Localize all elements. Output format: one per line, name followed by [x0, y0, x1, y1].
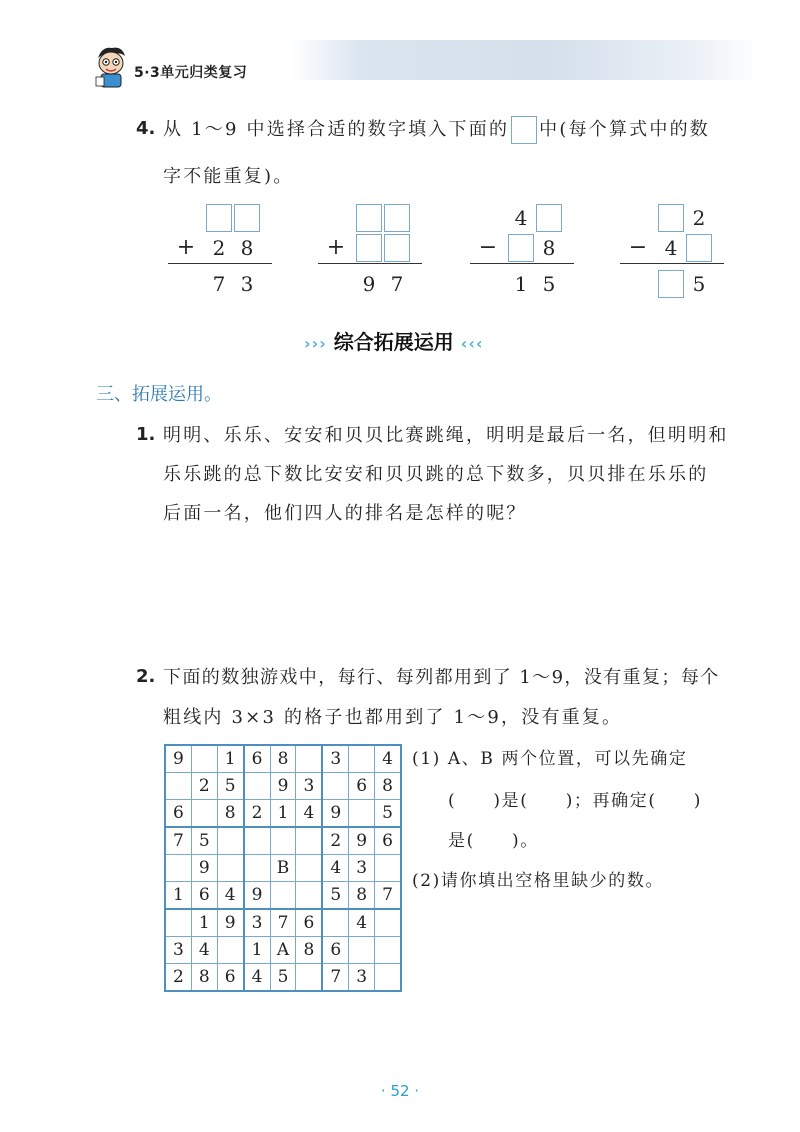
sudoku-row [165, 800, 401, 828]
sudoku-empty-cell[interactable] [296, 882, 322, 910]
sudoku-empty-cell[interactable] [217, 855, 243, 882]
q2-sub1-line3: 是( )。 [448, 831, 539, 851]
digit: 5 [692, 272, 706, 296]
arithmetic-problem [168, 200, 278, 300]
sudoku-cell: 1 [217, 745, 243, 773]
sudoku-row [165, 937, 401, 964]
sudoku-cell: 3 [349, 964, 375, 992]
sudoku-cell: 2 [322, 827, 348, 855]
operator-sign: − [628, 235, 648, 260]
sudoku-cell: 8 [191, 964, 217, 992]
answer-box[interactable] [234, 204, 260, 232]
sudoku-cell: 7 [270, 909, 296, 937]
answer-box[interactable] [508, 234, 534, 262]
q1-line-3: 后面一名，他们四人的排名是怎样的呢？ [163, 503, 527, 524]
page-number: · 52 · [380, 1082, 420, 1100]
q4-line1-after: 中(每个算式中的数 [539, 119, 710, 140]
sudoku-cell: 5 [191, 827, 217, 855]
sum-line [470, 263, 574, 264]
sudoku-cell: 6 [191, 882, 217, 910]
sudoku-cell: 3 [322, 745, 348, 773]
answer-box[interactable] [384, 234, 410, 262]
right-chevrons-icon: ‹‹‹ [460, 334, 484, 353]
sudoku-empty-cell[interactable] [296, 855, 322, 882]
digit: 4 [664, 236, 678, 260]
sudoku-cell: 5 [217, 773, 243, 800]
sudoku-cell: 4 [191, 937, 217, 964]
sum-line [318, 263, 422, 264]
sudoku-empty-cell[interactable] [217, 827, 243, 855]
sudoku-cell: 6 [296, 909, 322, 937]
digit: 8 [240, 236, 254, 260]
sudoku-cell: 6 [217, 964, 243, 992]
q2-number: 2. [136, 666, 156, 687]
sudoku-empty-cell[interactable] [244, 773, 270, 800]
q4-line2: 字不能重复)。 [163, 166, 294, 187]
sudoku-cell: 8 [296, 937, 322, 964]
sudoku-cell: 9 [349, 827, 375, 855]
part-title: 三、拓展运用。 [96, 384, 222, 405]
q1-number: 1. [136, 424, 156, 445]
sudoku-cell: 4 [349, 909, 375, 937]
sudoku-cell: 9 [191, 855, 217, 882]
sudoku-empty-cell[interactable] [165, 855, 191, 882]
sudoku-cell: 4 [244, 964, 270, 992]
operator-sign: + [326, 235, 346, 260]
digit: 7 [212, 272, 226, 296]
sudoku-row [165, 882, 401, 910]
q1-line-1: 明明、乐乐、安安和贝贝比赛跳绳，明明是最后一名，但明明和 [163, 425, 729, 446]
digit: 9 [362, 272, 376, 296]
sudoku-cell: 4 [375, 745, 401, 773]
sudoku-empty-cell[interactable] [296, 827, 322, 855]
sudoku-empty-cell[interactable] [296, 964, 322, 992]
sudoku-cell: 3 [244, 909, 270, 937]
sudoku-cell: 8 [217, 800, 243, 828]
sum-line [168, 263, 272, 264]
sudoku-empty-cell[interactable] [322, 773, 348, 800]
sudoku-row [165, 773, 401, 800]
sudoku-empty-cell[interactable] [165, 773, 191, 800]
sudoku-row [165, 964, 401, 992]
arithmetic-problem [620, 200, 730, 300]
q4-line1-before: 从 1～9 中选择合适的数字填入下面的 [163, 119, 510, 140]
q2-sub1-line2: ( )是( )；再确定( ) [448, 791, 702, 811]
sudoku-cell: 3 [349, 855, 375, 882]
sudoku-empty-cell[interactable] [244, 855, 270, 882]
sudoku-grid [164, 744, 402, 987]
q2-sub1-line1: (1) A、B 两个位置，可以先确定 [412, 749, 688, 769]
arithmetic-problem [318, 200, 428, 300]
sudoku-cell: 9 [322, 800, 348, 828]
arithmetic-problem [470, 200, 580, 300]
sudoku-cell: 2 [165, 964, 191, 992]
digit: 4 [514, 206, 528, 230]
sudoku-cell: 7 [375, 882, 401, 910]
sudoku-cell: 9 [244, 882, 270, 910]
sudoku-cell: 6 [375, 827, 401, 855]
q4-line1 [163, 110, 710, 150]
sudoku-empty-cell[interactable] [349, 800, 375, 828]
sudoku-row [165, 909, 401, 937]
sudoku-row [165, 745, 401, 773]
answer-box-sample [511, 116, 537, 144]
sum-line [620, 263, 724, 264]
sudoku-cell: 7 [322, 964, 348, 992]
sudoku-cell: 6 [165, 800, 191, 828]
sudoku-cell: 5 [270, 964, 296, 992]
header-title: 5·3单元归类复习 [134, 65, 248, 81]
sudoku-empty-cell[interactable] [217, 937, 243, 964]
sudoku-empty-cell[interactable] [165, 909, 191, 937]
sudoku-cell: 7 [165, 827, 191, 855]
digit: 8 [542, 236, 556, 260]
sudoku-empty-cell[interactable] [322, 909, 348, 937]
digit: 7 [390, 272, 404, 296]
answer-box[interactable] [206, 204, 232, 232]
sudoku-cell: 9 [165, 745, 191, 773]
sudoku-cell: 1 [244, 937, 270, 964]
sudoku-empty-cell[interactable] [375, 964, 401, 992]
section-heading [304, 326, 484, 355]
sudoku-cell: 6 [244, 745, 270, 773]
digit: 2 [692, 206, 706, 230]
operator-sign: − [478, 235, 498, 260]
sudoku-cell: 9 [270, 773, 296, 800]
sudoku-cell: 1 [191, 909, 217, 937]
answer-box[interactable] [356, 234, 382, 262]
sudoku-cell: 4 [296, 800, 322, 828]
sudoku-cell: 5 [375, 800, 401, 828]
digit: 3 [240, 272, 254, 296]
answer-box[interactable] [384, 204, 410, 232]
sudoku-empty-cell[interactable] [375, 909, 401, 937]
sudoku-cell: B [270, 855, 296, 882]
sudoku-empty-cell[interactable] [375, 937, 401, 964]
sudoku-cell: 4 [322, 855, 348, 882]
digit: 2 [212, 236, 226, 260]
answer-box[interactable] [658, 270, 684, 298]
sudoku-row [165, 827, 401, 855]
sudoku-cell: 8 [270, 745, 296, 773]
sudoku-cell: 2 [191, 773, 217, 800]
sudoku-cell: 2 [244, 800, 270, 828]
sudoku-empty-cell[interactable] [191, 745, 217, 773]
q1-line-2: 乐乐跳的总下数比安安和贝贝跳的总下数多，贝贝排在乐乐的 [163, 464, 709, 485]
sudoku-row [165, 855, 401, 882]
sudoku-cell: 5 [322, 882, 348, 910]
answer-box[interactable] [686, 234, 712, 262]
mascot-icon [92, 44, 130, 90]
sudoku-empty-cell[interactable] [375, 855, 401, 882]
sudoku-cell: 6 [322, 937, 348, 964]
sudoku-cell: A [270, 937, 296, 964]
sudoku-empty-cell[interactable] [349, 745, 375, 773]
q2-sub2: (2)请你填出空格里缺少的数。 [412, 871, 665, 891]
sudoku-cell: 3 [165, 937, 191, 964]
sudoku-cell: 8 [349, 882, 375, 910]
left-chevrons-icon: ››› [304, 334, 327, 353]
sudoku-cell: 1 [165, 882, 191, 910]
answer-box[interactable] [658, 204, 684, 232]
sudoku-empty-cell[interactable] [270, 827, 296, 855]
sudoku-cell: 9 [217, 909, 243, 937]
header-banner [290, 40, 760, 80]
digit: 5 [542, 272, 556, 296]
digit: 1 [514, 272, 528, 296]
operator-sign: + [176, 235, 196, 260]
sudoku-cell: 3 [296, 773, 322, 800]
sudoku-empty-cell[interactable] [270, 882, 296, 910]
sudoku-empty-cell[interactable] [296, 745, 322, 773]
answer-box[interactable] [356, 204, 382, 232]
q4-number: 4. [136, 118, 156, 139]
sudoku-empty-cell[interactable] [244, 827, 270, 855]
sudoku-empty-cell[interactable] [191, 800, 217, 828]
sudoku-cell: 1 [270, 800, 296, 828]
sudoku-cell: 4 [217, 882, 243, 910]
sudoku-cell: 8 [375, 773, 401, 800]
sudoku-cell: 6 [349, 773, 375, 800]
q2-line-2: 粗线内 3×3 的格子也都用到了 1～9，没有重复。 [163, 707, 623, 728]
answer-box[interactable] [536, 204, 562, 232]
section-title: 综合拓展运用 [333, 330, 454, 354]
sudoku-empty-cell[interactable] [349, 937, 375, 964]
q2-line-1: 下面的数独游戏中，每行、每列都用到了 1～9，没有重复；每个 [163, 667, 720, 688]
